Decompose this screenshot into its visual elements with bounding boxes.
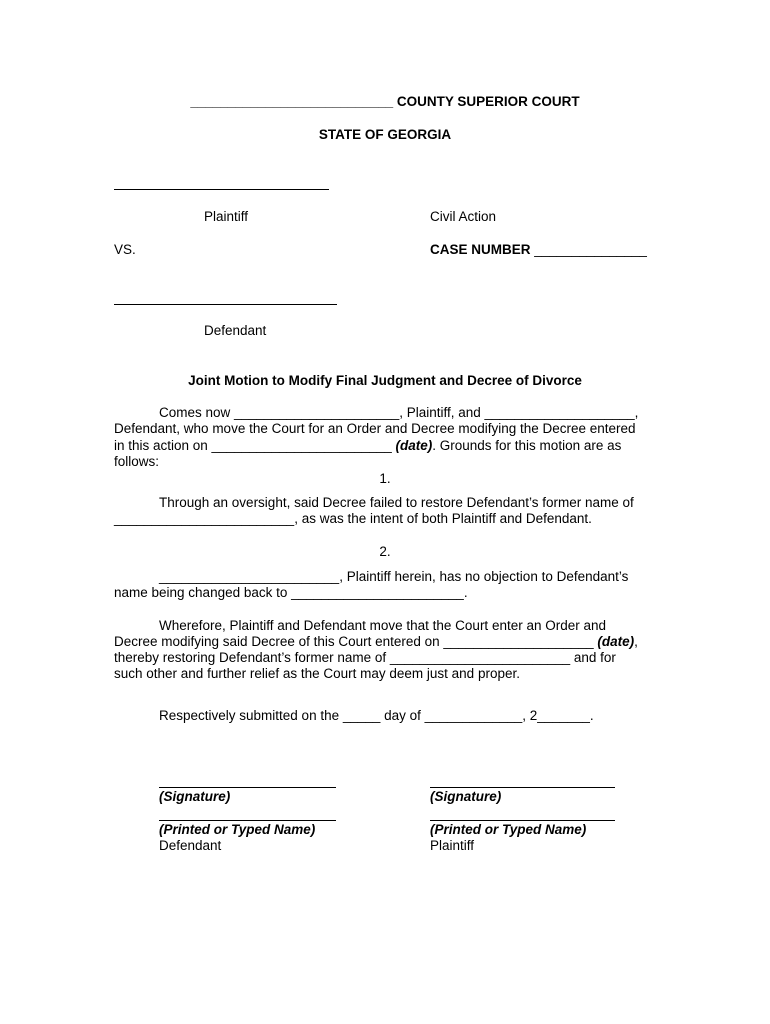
wherefore-line-2 bbox=[114, 634, 638, 650]
defendant-name-line bbox=[114, 304, 337, 305]
wherefore-line-3: thereby restoring Defendant’s former name of ________________________ and for bbox=[114, 650, 616, 665]
court-heading bbox=[0, 94, 770, 110]
civil-action-label: Civil Action bbox=[430, 209, 497, 224]
intro-line-3-post: . Grounds for this motion are as bbox=[432, 438, 622, 453]
intro-line-1: Comes now ______________________, Plaintiff, and ____________________, bbox=[159, 405, 639, 420]
right-name-label: (Printed or Typed Name) bbox=[430, 822, 587, 837]
intro-line-3-pre: in this action on ________________________ bbox=[114, 438, 396, 453]
court-label: COUNTY SUPERIOR COURT bbox=[396, 94, 580, 109]
left-role-label: Defendant bbox=[159, 838, 222, 853]
left-signature-line bbox=[159, 787, 336, 788]
wherefore-line-2-post: , bbox=[634, 634, 638, 649]
intro-date-label: (date) bbox=[395, 438, 433, 453]
right-role-label: Plaintiff bbox=[430, 838, 475, 853]
intro-line-2: Defendant, who move the Court for an Order and Decree modifying the Decree entered bbox=[114, 421, 636, 436]
case-number-label: CASE NUMBER bbox=[430, 242, 531, 257]
right-name-line bbox=[430, 820, 615, 821]
plaintiff-label: Plaintiff bbox=[204, 209, 249, 224]
submitted-line: Respectively submitted on the _____ day of _____________, 2_______. bbox=[159, 708, 594, 723]
left-name-line bbox=[159, 820, 336, 821]
para-2-line-1: ________________________, Plaintiff herein, has no objection to Defendant’s bbox=[159, 569, 629, 584]
right-signature-line bbox=[430, 787, 615, 788]
wherefore-date-label: (date) bbox=[597, 634, 635, 649]
left-name-label: (Printed or Typed Name) bbox=[159, 822, 316, 837]
para-1-number: 1. bbox=[379, 471, 391, 486]
intro-line-3 bbox=[114, 438, 621, 454]
defendant-label: Defendant bbox=[204, 323, 267, 338]
wherefore-line-1: Wherefore, Plaintiff and Defendant move that the Court enter an Order and bbox=[159, 618, 607, 633]
wherefore-line-2-pre: Decree modifying said Decree of this Court entered on ____________________ bbox=[114, 634, 598, 649]
vs-label: VS. bbox=[114, 242, 136, 257]
case-number bbox=[430, 242, 647, 258]
para-2-number: 2. bbox=[379, 544, 391, 559]
para-1-line-2: ________________________, as was the intent of both Plaintiff and Defendant. bbox=[114, 511, 592, 526]
left-signature-label: (Signature) bbox=[159, 789, 231, 804]
para-1-line-1: Through an oversight, said Decree failed to restore Defendant’s former name of bbox=[159, 495, 634, 510]
para-2-line-2: name being changed back to _______________________. bbox=[114, 585, 468, 600]
document-title: Joint Motion to Modify Final Judgment and Decree of Divorce bbox=[188, 373, 582, 388]
case-number-blank: _______________ bbox=[534, 242, 647, 257]
state-heading: STATE OF GEORGIA bbox=[318, 127, 452, 142]
wherefore-line-4: such other and further relief as the Court may deem just and proper. bbox=[114, 666, 520, 681]
court-name-blank: ___________________________ bbox=[190, 94, 394, 109]
plaintiff-name-line bbox=[114, 189, 329, 190]
right-signature-label: (Signature) bbox=[430, 789, 502, 804]
intro-line-4: follows: bbox=[114, 454, 160, 469]
